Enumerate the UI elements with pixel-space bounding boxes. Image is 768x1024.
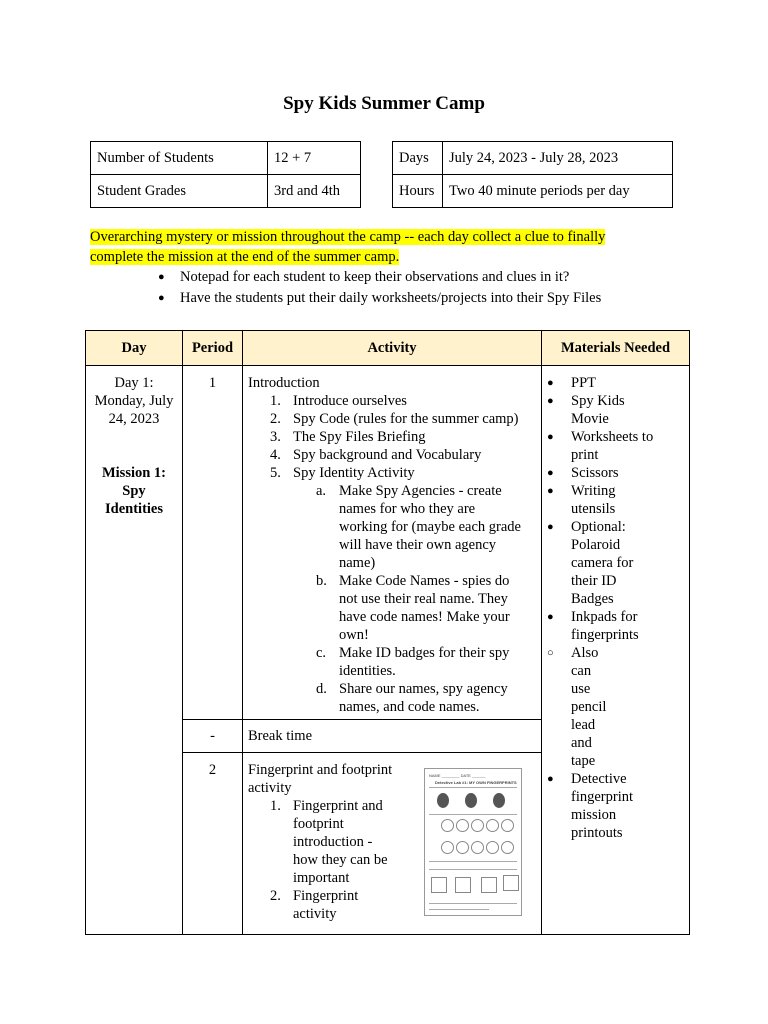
- mission-name-2: Identities: [105, 501, 163, 517]
- mission-line-1: Overarching mystery or mission throughout the camp -- each day collect a clue to finally: [90, 229, 606, 245]
- material-item: ● PPT: [547, 375, 596, 391]
- sub-item: d. Share our names, spy agency names, and code names.: [316, 681, 508, 715]
- sub-item: b. Make Code Names - spies do not use their real name. They have code names! Make your own!: [316, 573, 510, 643]
- activity-title-cont: activity: [248, 780, 292, 796]
- fingerprint-worksheet-image: NAME ________ DATE ______ Detective Lab #1: MY OWN FINGERPRINTS: [424, 768, 522, 916]
- mission-label: Mission 1:: [101, 465, 167, 481]
- notes-list: [158, 267, 601, 309]
- header-materials: Materials Needed: [542, 331, 690, 366]
- list-item: 5. Spy Identity Activity: [270, 465, 415, 481]
- material-item: ● Inkpads for fingerprints: [547, 609, 639, 643]
- activity-list: [248, 797, 418, 923]
- hours-label: Hours: [393, 175, 443, 208]
- material-sub-item: ○ Also can use pencil lead and tape: [547, 645, 607, 769]
- period-cell: 2: [183, 753, 243, 935]
- material-item: ● Worksheets to print: [547, 429, 654, 463]
- materials-cell: [542, 366, 690, 935]
- day-date-2: 24, 2023: [108, 411, 160, 427]
- material-item: ● Optional: Polaroid camera for their ID Badges: [547, 519, 634, 607]
- material-item: ● Spy Kids Movie: [547, 393, 625, 427]
- note-item: ● Have the students put their daily worksheets/projects into their Spy Files: [158, 288, 601, 309]
- material-item: ● Detective fingerprint mission printouts: [547, 771, 634, 841]
- header-period: Period: [183, 331, 243, 366]
- mission-statement: [90, 227, 605, 267]
- list-item: 1. Fingerprint and footprint introduction - how they can be important: [270, 798, 388, 886]
- day-date-1: Monday, July: [94, 393, 174, 409]
- class-info-table: [90, 141, 361, 208]
- period-cell: 1: [183, 366, 243, 720]
- list-item: 4. Spy background and Vocabulary: [270, 447, 482, 463]
- activity-title: Introduction: [248, 375, 320, 391]
- grades-value: 3rd and 4th: [268, 175, 361, 208]
- sub-item: a. Make Spy Agencies - create names for who they are working for (maybe each grade will have their own agency name): [316, 483, 521, 571]
- list-item: 2. Fingerprint activity: [270, 888, 359, 922]
- mission-name-1: Spy: [122, 483, 146, 499]
- day-label: Day 1:: [114, 375, 154, 391]
- materials-list: [543, 374, 688, 842]
- header-day: Day: [86, 331, 183, 366]
- students-label: Number of Students: [91, 142, 268, 175]
- days-value: July 24, 2023 - July 28, 2023: [443, 142, 673, 175]
- students-value: 12 + 7: [268, 142, 361, 175]
- break-cell: Break time: [243, 720, 542, 753]
- table-row: [86, 366, 690, 720]
- page-title: Spy Kids Summer Camp: [283, 93, 485, 114]
- grades-label: Student Grades: [91, 175, 268, 208]
- list-item: 2. Spy Code (rules for the summer camp): [270, 411, 519, 427]
- material-item: ● Writing utensils: [547, 483, 616, 517]
- material-item: ● Scissors: [547, 465, 619, 481]
- mission-line-2: complete the mission at the end of the summer camp.: [90, 249, 400, 265]
- day-cell: [86, 366, 183, 935]
- period-cell: -: [183, 720, 243, 753]
- activity-cell: [243, 366, 542, 720]
- activity-list: [248, 392, 541, 716]
- activity-title: Fingerprint and footprint: [248, 762, 393, 778]
- hours-value: Two 40 minute periods per day: [443, 175, 673, 208]
- schedule-table: [85, 330, 690, 935]
- table-header-row: [86, 331, 690, 366]
- note-item: ● Notepad for each student to keep their observations and clues in it?: [158, 267, 601, 288]
- header-activity: Activity: [243, 331, 542, 366]
- list-item: 3. The Spy Files Briefing: [270, 429, 426, 445]
- schedule-info-table: [392, 141, 673, 208]
- sub-item: c. Make ID badges for their spy identities.: [316, 645, 510, 679]
- days-label: Days: [393, 142, 443, 175]
- list-item: 1. Introduce ourselves: [270, 393, 407, 409]
- worksheet-title: Detective Lab #1: MY OWN FINGERPRINTS: [435, 780, 517, 785]
